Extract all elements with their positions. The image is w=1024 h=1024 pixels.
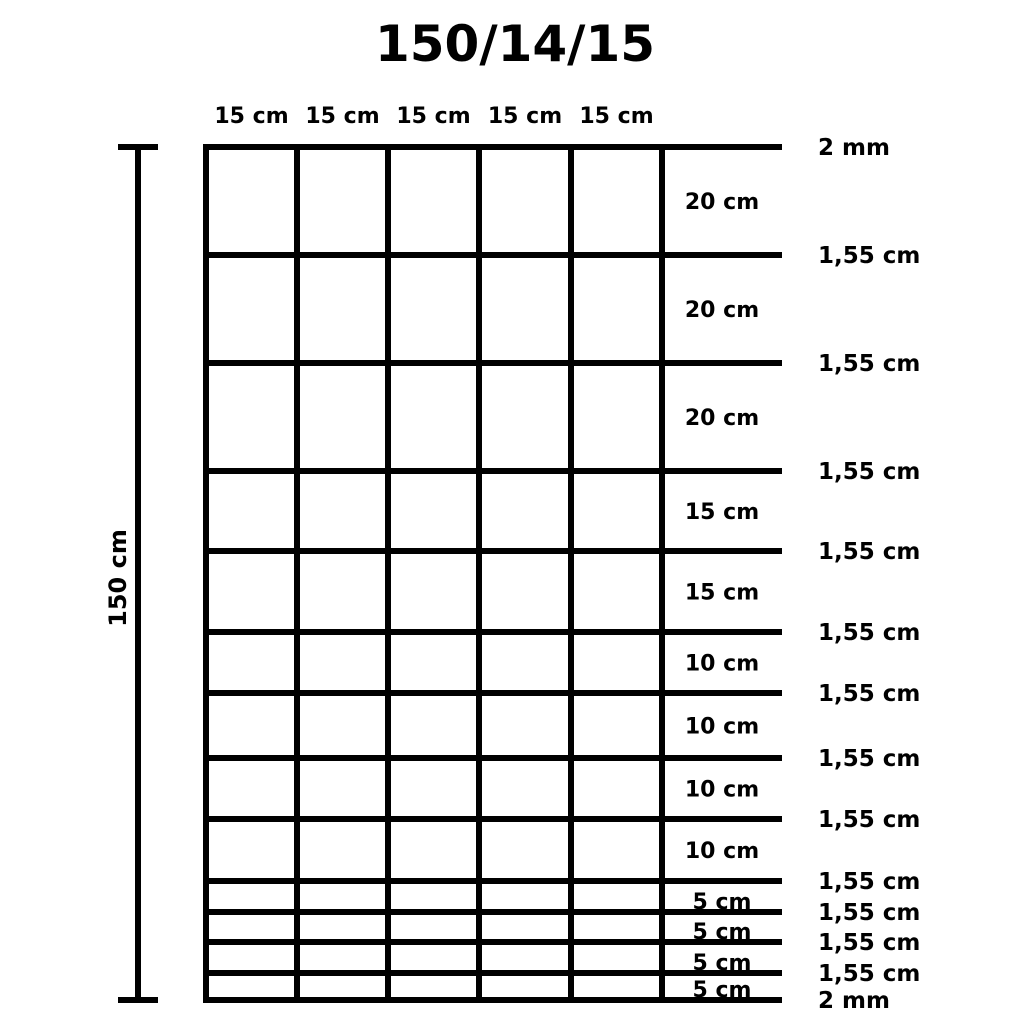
row-spacing-label: 20 cm — [684, 190, 760, 215]
row-spacing-label: 5 cm — [692, 978, 752, 1003]
column-spacing-label: 15 cm — [214, 104, 289, 129]
wire-thickness-label: 1,55 cm — [818, 807, 921, 833]
row-spacing-label: 10 cm — [684, 777, 760, 803]
wire-thickness-label: 1,55 cm — [818, 620, 921, 646]
wire-mesh-grid — [203, 147, 782, 1000]
row-spacing-label: 5 cm — [692, 890, 752, 915]
row-spacing-label: 10 cm — [684, 839, 760, 864]
column-spacing-label: 15 cm — [579, 104, 654, 129]
wire-thickness-labels — [818, 135, 920, 1014]
row-spacing-label: 15 cm — [684, 580, 760, 606]
row-spacing-label: 5 cm — [692, 951, 752, 976]
column-spacing-label: 15 cm — [305, 104, 380, 129]
height-label: 150 cm — [104, 529, 132, 627]
row-spacing-label: 10 cm — [684, 651, 760, 677]
wire-thickness-label: 1,55 cm — [818, 243, 921, 269]
wire-thickness-label: 1,55 cm — [818, 746, 921, 772]
column-spacing-label: 15 cm — [396, 104, 471, 129]
row-spacing-label: 20 cm — [684, 298, 760, 323]
height-dimension — [104, 147, 158, 1000]
wire-thickness-label: 1,55 cm — [818, 459, 921, 485]
diagram-title: 150/14/15 — [374, 15, 656, 73]
wire-thickness-label: 1,55 cm — [818, 900, 921, 926]
row-spacing-label: 10 cm — [684, 714, 760, 740]
wire-thickness-label: 2 mm — [818, 988, 890, 1014]
row-spacing-label: 15 cm — [684, 500, 760, 525]
row-spacing-label: 20 cm — [684, 406, 760, 431]
wire-thickness-label: 1,55 cm — [818, 351, 921, 377]
row-spacing-label: 5 cm — [692, 920, 752, 945]
column-spacing-label: 15 cm — [487, 104, 563, 129]
wire-thickness-label: 2 mm — [818, 135, 890, 161]
wire-thickness-label: 1,55 cm — [818, 869, 921, 895]
column-spacing-labels — [214, 104, 653, 129]
wire-thickness-label: 1,55 cm — [818, 539, 921, 565]
wire-thickness-label: 1,55 cm — [818, 681, 921, 707]
wire-thickness-label: 1,55 cm — [818, 930, 921, 956]
wire-thickness-label: 1,55 cm — [818, 961, 921, 987]
